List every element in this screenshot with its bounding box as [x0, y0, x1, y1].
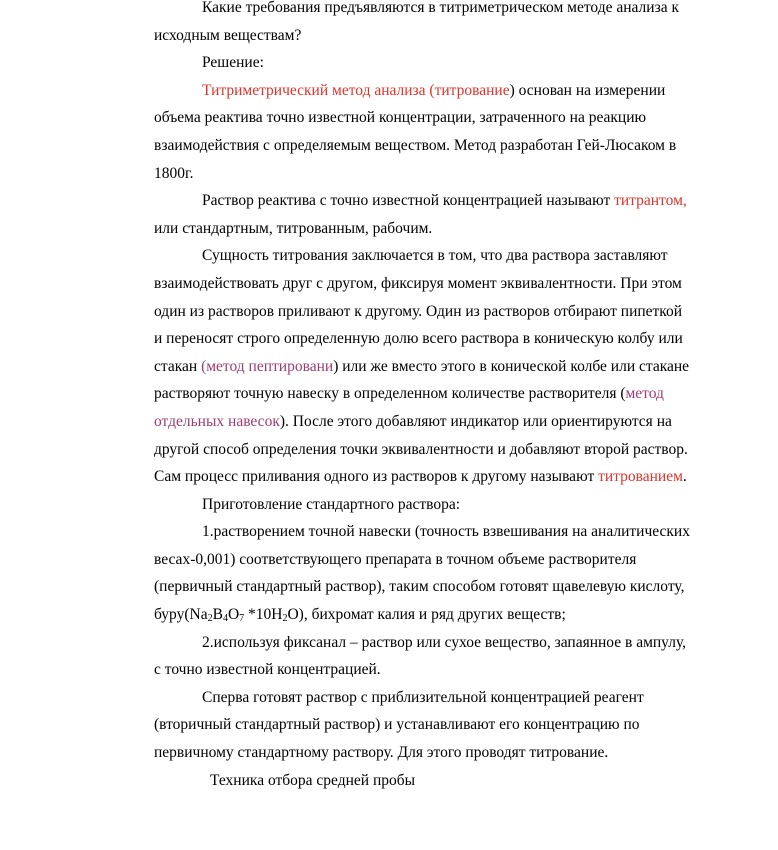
solution-label: Решение: — [202, 54, 264, 72]
term-titrimetric-method: Титриметрический метод анализа (титрование — [202, 81, 510, 99]
term-titrant: титрантом, — [614, 192, 687, 210]
paragraph-titration-definition: Титриметрический метод анализа (титрование) основан на измерении объема реактива точно известной концентрации, затраченного на реакцию взаимодействия с определяемым веществом. Метод разработан Гей-Люсаком в 1800г. — [154, 81, 677, 182]
item-fixanal: 2.используя фиксанал – раствор или сухое вещество, запаянное в ампулу, с точно известной концентрацией. — [154, 633, 687, 679]
heading-sampling-technique: Техника отбора средней пробы — [210, 771, 416, 789]
borax-formula: $Na_2B_4O_7$ $*10H_2O$ — [189, 606, 299, 625]
document-body — [154, 0, 694, 794]
question-text: Какие требования предъявляются в титриметрическом методе анализа к исходным веществам? — [154, 0, 679, 44]
item-precise-portion: 1.растворением точной навески (точность взвешивания на аналитических весах-0,001) соответствующего препарата в точном объеме растворителя (первичный стандартный раствор), таким способом готовят щавелевую кислоту, $буру(Na_2B_4O_7$ $*10H_2O$), бихромат калия и ряд других веществ; — [154, 523, 690, 625]
paragraph-titration-essence: Сущность титрования заключается в том, что два раствора заставляют взаимодействовать друг с другом, фиксируя момент эквивалентности. При этом один из растворов приливают к другому. Один из растворов отбирают пипеткой и переносят строго определенную долю всего раствора в коническую колбу или стакан (метод пептировани) или же вместо этого в конической колбе или стакане растворяют точную навеску в определенном количестве растворителя (метод отдельных навесок). После этого добавляют индикатор или ориентируются на другой способ определения точки эквивалентности и добавляют второй раствор. Сам процесс приливания одного из растворов к другому называют титрованием. — [154, 247, 690, 486]
paragraph-titrant-definition: Раствор реактива с точно известной концентрацией называют титрантом, или стандартным, титрованным, рабочим. — [154, 192, 687, 237]
method-peptization: (метод пептировани — [201, 357, 334, 375]
method-separate-portions: метод отдельных навесок — [154, 385, 664, 430]
paragraph-secondary-standard: Сперва готовят раствор с приблизительной концентрацией реагент (вторичный стандартный раствор) и устанавливают его концентрацию по первичному стандартному раствору. Для этого проводят титрование. — [154, 688, 644, 762]
question-paragraph — [154, 0, 694, 49]
term-titration: титрованием — [598, 468, 683, 486]
heading-standard-solution: Приготовление стандартного раствора: — [202, 495, 461, 513]
